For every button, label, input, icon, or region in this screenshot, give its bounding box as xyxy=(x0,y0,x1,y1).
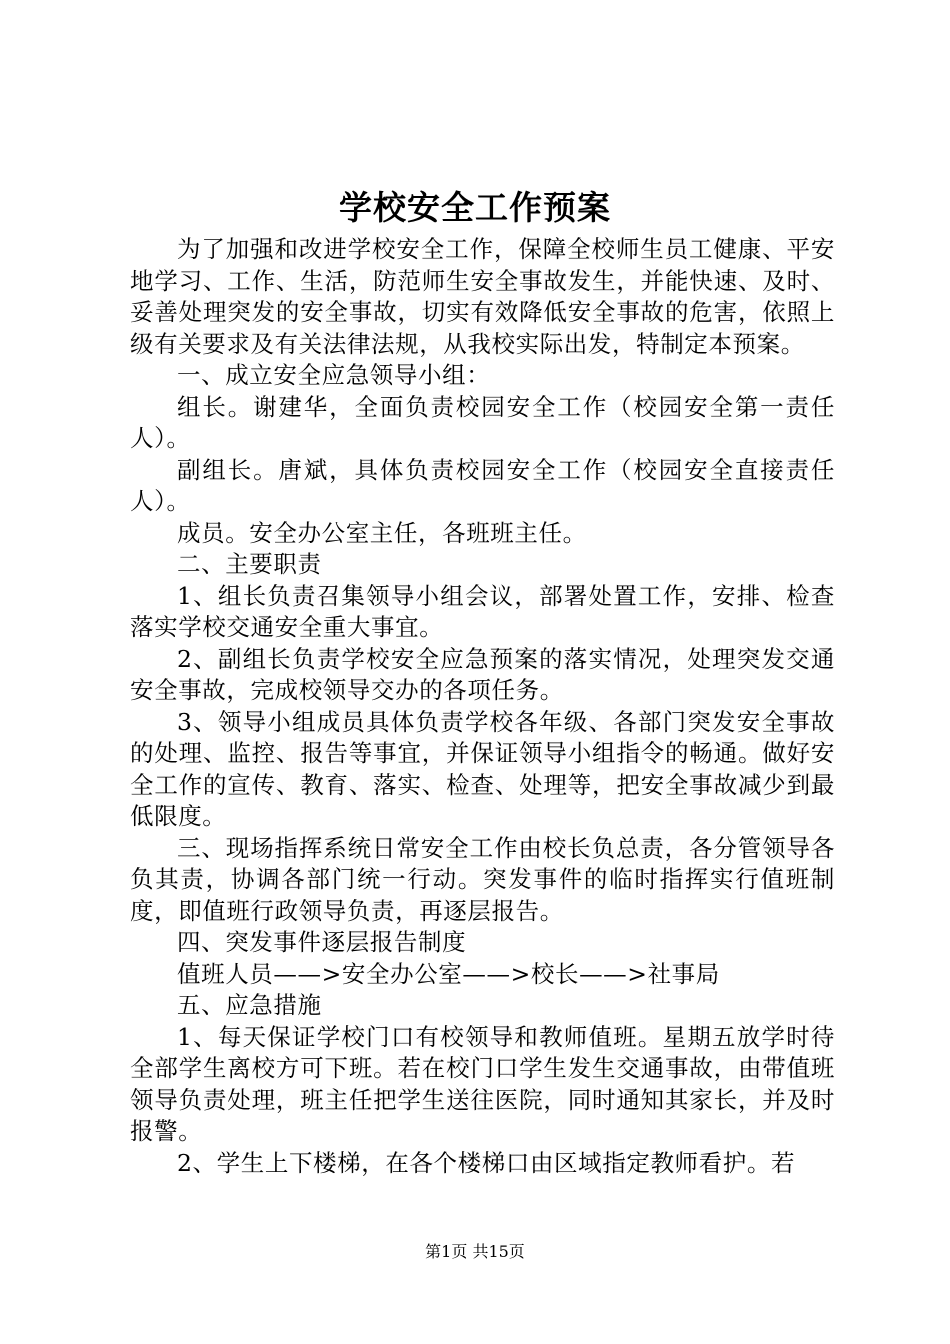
section-heading-reporting: 四、突发事件逐层报告制度 xyxy=(177,928,467,956)
paragraph-responsibility-2: 2、副组长负责学校安全应急预案的落实情况，处理突发交通安全事故，完成校领导交办的各项任务。 xyxy=(130,644,835,704)
paragraph-responsibility-3: 3、领导小组成员具体负责学校各年级、各部门突发安全事故的处理、监控、报告等事宜，并保证领导小组指令的畅通。做好安全工作的宣传、教育、落实、检查、处理等，把安全事故减少到最低限度。 xyxy=(130,707,835,830)
paragraph-responsibility-1: 1、组长负责召集领导小组会议，部署处置工作，安排、检查落实学校交通安全重大事宜。 xyxy=(130,581,835,641)
section-heading-emergency-measures: 五、应急措施 xyxy=(177,991,322,1019)
paragraph-command-system: 三、现场指挥系统日常安全工作由校长负总责，各分管领导各负其责，协调各部门统一行动。突发事件的临时指挥实行值班制度，即值班行政领导负责，再逐层报告。 xyxy=(130,833,835,925)
paragraph-measure-1: 1、每天保证学校门口有校领导和教师值班。星期五放学时待全部学生离校方可下班。若在校门口学生发生交通事故，由带值班领导负责处理，班主任把学生送往医院，同时通知其家长，并及时报警。 xyxy=(130,1022,835,1145)
page-footer: 第1页 共15页 xyxy=(425,1242,525,1261)
section-heading-leadership-group: 一、成立安全应急领导小组： xyxy=(177,361,491,389)
paragraph-reporting-chain: 值班人员——>安全办公室——>校长——>社事局 xyxy=(177,959,720,988)
paragraph-members: 成员。安全办公室主任，各班班主任。 xyxy=(177,518,587,547)
paragraph-deputy-leader: 副组长。唐斌，具体负责校园安全工作（校园安全直接责任人）。 xyxy=(130,455,835,515)
document-title: 学校安全工作预案 xyxy=(339,188,611,227)
document-body xyxy=(130,234,835,1179)
paragraph-intro: 为了加强和改进学校安全工作，保障全校师生员工健康、平安地学习、工作、生活，防范师生安全事故发生，并能快速、及时、妥善处理突发的安全事故，切实有效降低安全事故的危害，依照上级有关要求及有关法律法规，从我校实际出发，特制定本预案。 xyxy=(130,235,835,358)
paragraph-measure-2: 2、学生上下楼梯，在各个楼梯口由区域指定教师看护。若 xyxy=(177,1148,796,1177)
paragraph-group-leader: 组长。谢建华，全面负责校园安全工作（校园安全第一责任人）。 xyxy=(130,392,835,452)
section-heading-responsibilities: 二、主要职责 xyxy=(177,550,322,578)
